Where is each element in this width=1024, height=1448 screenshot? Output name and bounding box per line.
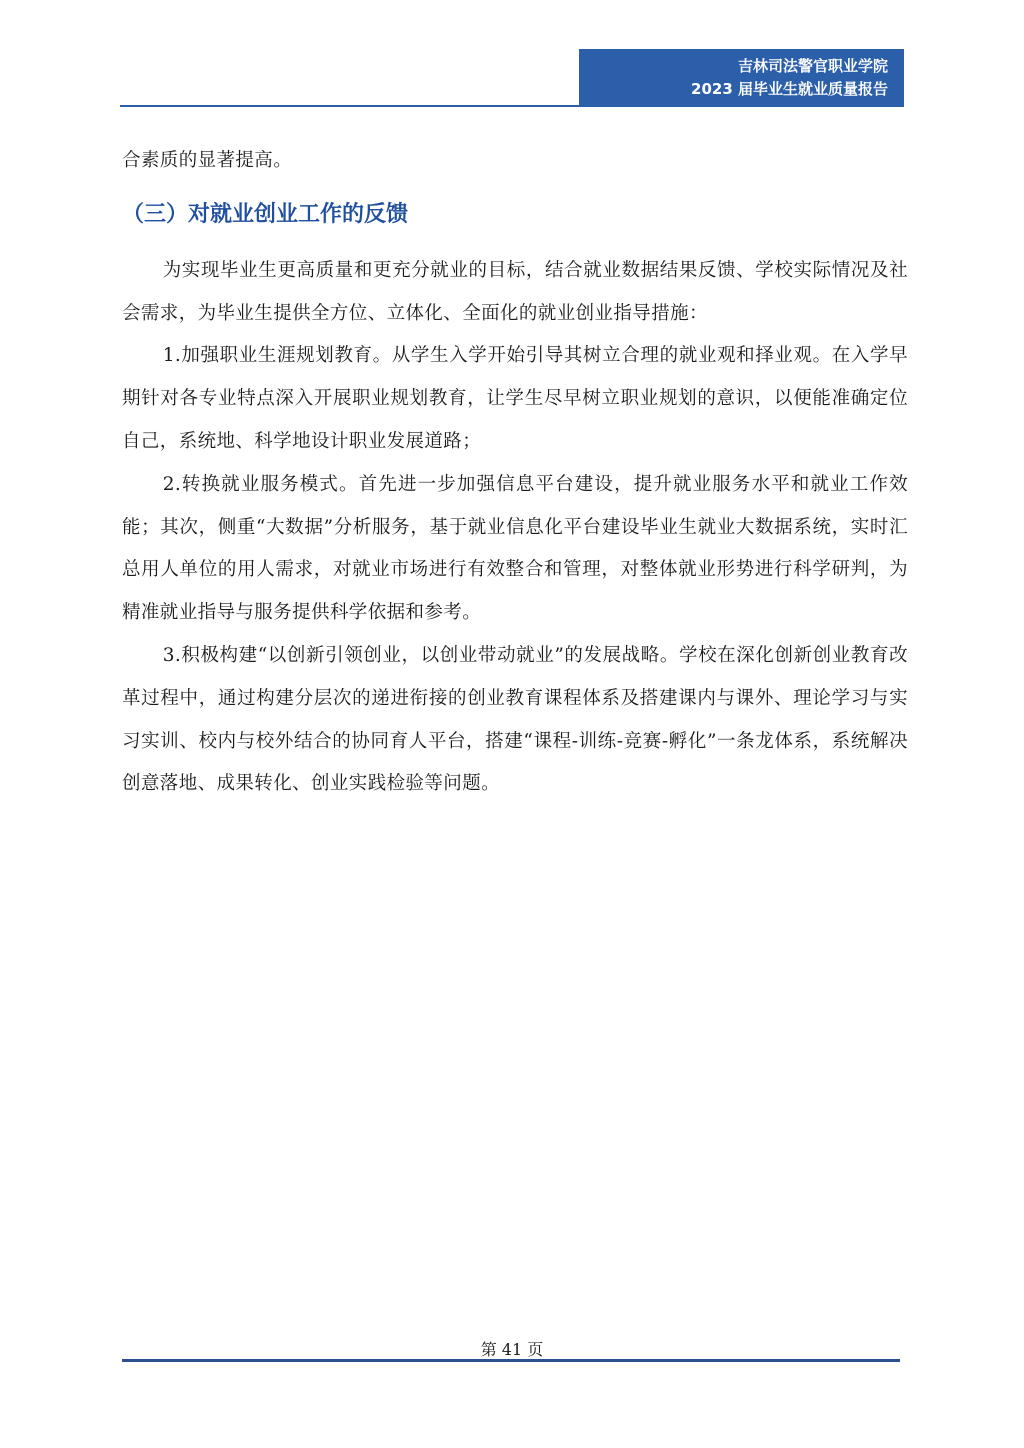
section-heading: （三）对就业创业工作的反馈 [122,201,409,227]
footer-divider [122,1359,900,1362]
report-header-block [579,49,904,106]
continuation-paragraph: 合素质的显著提高。 [122,150,293,171]
page-number: 第 41 页 [480,1340,544,1359]
page-body [122,140,908,806]
measure-item-1: 1.加强职业生涯规划教育。从学生入学开始引导其树立合理的就业观和择业观。在入学早期针对各专业特点深入开展职业规划教育，让学生尽早树立职业规划的意识，以便能准确定位自己，系统地、科学地设计职业发展道路； [122,345,908,452]
header-school-name: 吉林司法警官职业学院 [737,57,888,75]
measure-item-3: 3.积极构建“以创新引领创业，以创业带动就业”的发展战略。学校在深化创新创业教育改革过程中，通过构建分层次的递进衔接的创业教育课程体系及搭建课内与课外、理论学习与实习实训、校内与校外结合的协同育人平台，搭建“课程-训练-竞赛-孵化”一条龙体系，系统解决创意落地、成果转化、创业实践检验等问题。 [122,644,908,795]
measure-item-2: 2.转换就业服务模式。首先进一步加强信息平台建设，提升就业服务水平和就业工作效能；其次，侧重“大数据”分析服务，基于就业信息化平台建设毕业生就业大数据系统，实时汇总用人单位的用人需求，对就业市场进行有效整合和管理，对整体就业形势进行科学研判，为精准就业指导与服务提供科学依据和参考。 [122,473,908,624]
intro-paragraph: 为实现毕业生更高质量和更充分就业的目标，结合就业数据结果反馈、学校实际情况及社会需求，为毕业生提供全方位、立体化、全面化的就业创业指导措施： [122,259,908,324]
header-divider [120,105,904,107]
header-report-title: 2023 届毕业生就业质量报告 [691,80,888,98]
